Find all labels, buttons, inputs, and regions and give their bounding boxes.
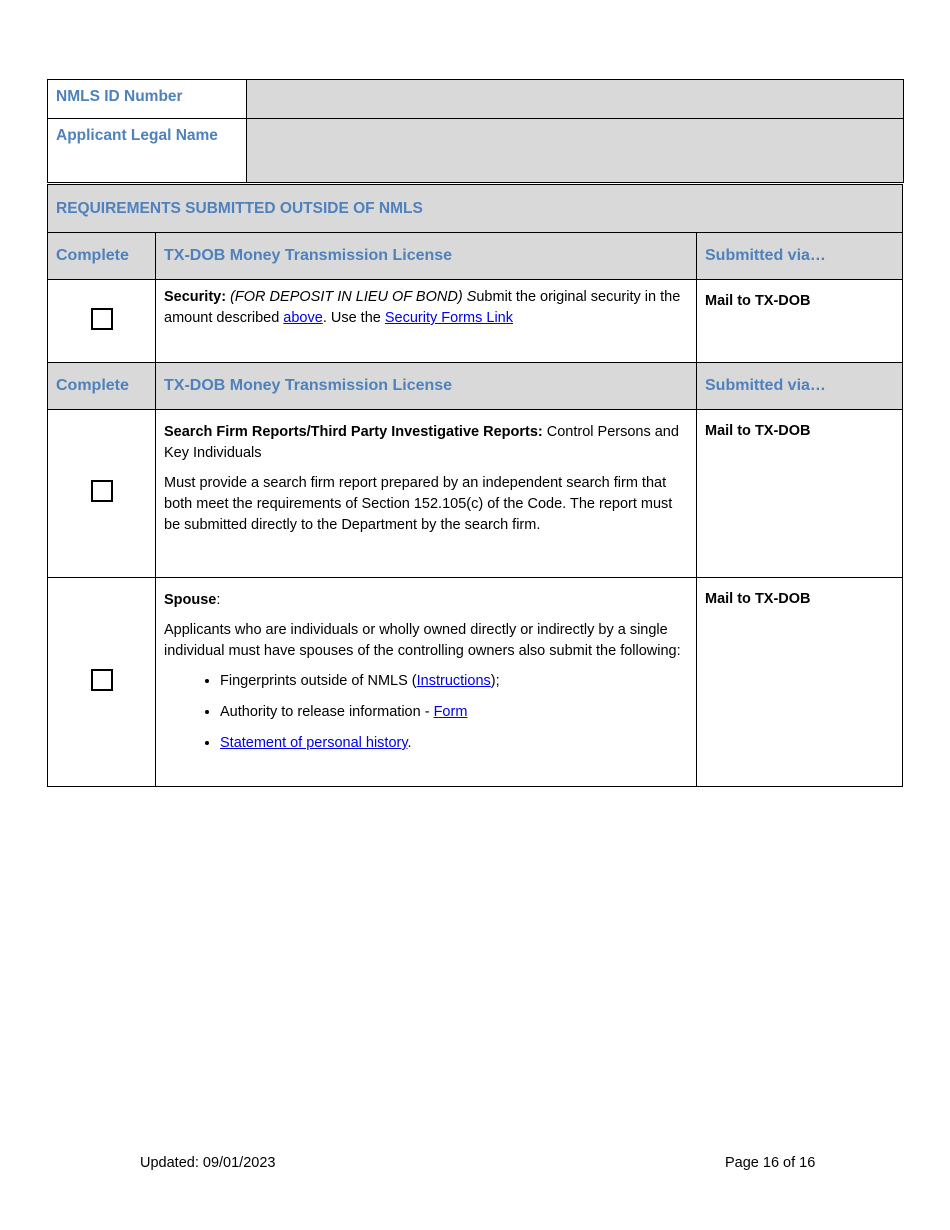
spouse-checkbox-cell bbox=[48, 578, 156, 787]
search-firm-subtitle: Control Persons and Key Individuals bbox=[164, 424, 679, 461]
table-row-security bbox=[48, 280, 903, 363]
personal-history-link[interactable]: Statement of personal history bbox=[220, 735, 408, 751]
security-submitted-via: Mail to TX-DOB bbox=[697, 280, 903, 363]
table-row-spouse bbox=[48, 578, 903, 787]
nmls-id-field[interactable] bbox=[247, 80, 904, 119]
table-header-row bbox=[48, 233, 903, 280]
form-link[interactable]: Form bbox=[433, 704, 468, 720]
requirements-table bbox=[47, 184, 903, 787]
security-text-s: S bbox=[462, 289, 477, 305]
authority-text: Authority to release information - bbox=[220, 704, 434, 720]
search-firm-checkbox-cell bbox=[48, 410, 156, 578]
legal-name-field[interactable] bbox=[247, 119, 904, 183]
table-header-row-2 bbox=[48, 363, 903, 410]
header-license: TX-DOB Money Transmission License bbox=[156, 363, 697, 410]
list-item bbox=[220, 702, 688, 723]
above-link[interactable]: above bbox=[283, 310, 323, 326]
instructions-link[interactable]: Instructions bbox=[416, 673, 491, 689]
spouse-title: Spouse bbox=[164, 592, 217, 608]
footer-updated: Updated: 09/01/2023 bbox=[140, 1155, 276, 1171]
search-firm-checkbox[interactable] bbox=[91, 480, 113, 502]
header-complete: Complete bbox=[48, 233, 156, 280]
search-firm-title: Search Firm Reports/Third Party Investigative Reports: bbox=[164, 424, 543, 440]
spouse-description bbox=[156, 578, 697, 787]
header-license: TX-DOB Money Transmission License bbox=[156, 233, 697, 280]
search-firm-description bbox=[156, 410, 697, 578]
applicant-info-table bbox=[47, 79, 904, 183]
footer-page-number: Page 16 of 16 bbox=[725, 1155, 816, 1171]
table-row-search-firm bbox=[48, 410, 903, 578]
list-item bbox=[220, 733, 688, 754]
nmls-id-label: NMLS ID Number bbox=[48, 80, 247, 119]
spouse-body: Applicants who are individuals or wholly owned directly or indirectly by a single individual must have spouses of the controlling owners also submit the following: bbox=[164, 622, 681, 659]
security-checkbox-cell bbox=[48, 280, 156, 363]
security-text-1: ubmit the original security in the amount described bbox=[164, 289, 681, 326]
security-forms-link[interactable]: Security Forms Link bbox=[384, 310, 513, 326]
header-complete: Complete bbox=[48, 363, 156, 410]
security-title: Security: bbox=[164, 289, 227, 305]
fingerprints-end: ); bbox=[490, 673, 500, 689]
security-note: (FOR DEPOSIT IN LIEU OF BOND) bbox=[230, 289, 463, 305]
security-checkbox[interactable] bbox=[91, 308, 113, 330]
security-description bbox=[156, 280, 697, 363]
list-item bbox=[220, 671, 688, 692]
legal-name-label: Applicant Legal Name bbox=[48, 119, 247, 183]
header-submitted-via: Submitted via… bbox=[697, 363, 903, 410]
spouse-checkbox[interactable] bbox=[91, 669, 113, 691]
search-firm-body: Must provide a search firm report prepared by an independent search firm that both meet the requirements of Section 152.105(c) of the Code. The report must be submitted directly to the Department by the search firm. bbox=[164, 475, 673, 533]
section-title: REQUIREMENTS SUBMITTED OUTSIDE OF NMLS bbox=[48, 185, 903, 233]
security-text-2: . Use the bbox=[322, 310, 385, 326]
spouse-colon: : bbox=[216, 592, 221, 608]
spouse-requirements-list bbox=[164, 671, 688, 754]
header-submitted-via: Submitted via… bbox=[697, 233, 903, 280]
personal-history-end: . bbox=[407, 735, 412, 751]
spouse-submitted-via: Mail to TX-DOB bbox=[697, 578, 903, 787]
fingerprints-text: Fingerprints outside of NMLS ( bbox=[220, 673, 417, 689]
search-firm-submitted-via: Mail to TX-DOB bbox=[697, 410, 903, 578]
